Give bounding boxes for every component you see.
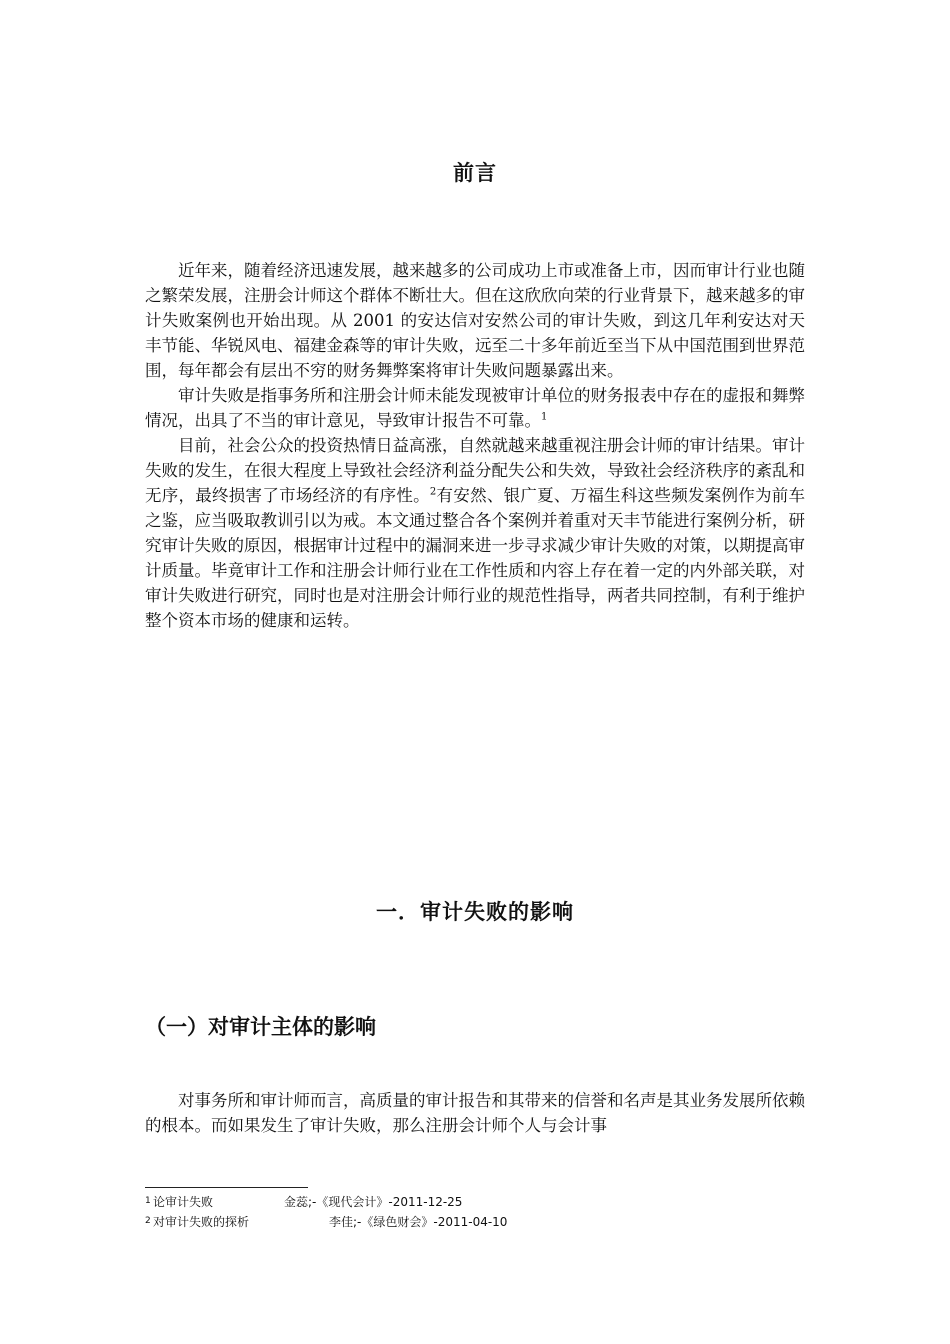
- footnote-ref-1[interactable]: 1: [541, 411, 548, 423]
- chapter-1-title: 一．审计失败的影响: [376, 899, 574, 924]
- footnote-2-number: 2: [145, 1216, 151, 1226]
- footnote-1-title: 论审计失败: [153, 1195, 214, 1209]
- footnote-2: [145, 1212, 745, 1232]
- footnote-2-title: 对审计失败的探析: [153, 1215, 250, 1229]
- preface-paragraph-3: [145, 433, 805, 633]
- preface-paragraph-1-text: 近年来，随着经济迅速发展，越来越多的公司成功上市或准备上市，因而审计行业也随之繁荣发展，注册会计师这个群体不断壮大。但在这欣欣向荣的行业背景下，越来越多的审计失败案例也开始出现。从 2001 的安达信对安然公司的审计失败，到这几年利安达对天丰节能、华锐风电、福建金森等的审计失败，远至二十多年前近至当下从中国范围到世界范围，每年都会有层出不穷的财务舞弊案将审计失败问题暴露出来。: [145, 261, 805, 380]
- preface-paragraph-1: [145, 258, 805, 383]
- preface-paragraph-3-text: 目前，社会公众的投资热情日益高涨，自然就越来越重视注册会计师的审计结果。审计失败的发生，在很大程度上导致社会经济利益分配失公和失效，导致社会经济秩序的紊乱和无序，最终损害了市场经济的有序性。: [145, 436, 805, 505]
- section-1-title: （一）对审计主体的影响: [145, 1014, 376, 1039]
- section-1-paragraph: 对事务所和审计师而言，高质量的审计报告和其带来的信誉和名声是其业务发展所依赖的根本。而如果发生了审计失败，那么注册会计师个人与会计事: [145, 1091, 805, 1135]
- preface-title: 前言: [453, 160, 497, 185]
- preface-body: [145, 258, 805, 633]
- footnote-separator: [145, 1187, 308, 1188]
- footnote-1: [145, 1192, 745, 1212]
- section-1-body: [145, 1088, 805, 1138]
- footnotes: [145, 1192, 745, 1232]
- footnote-1-number: 1: [145, 1196, 151, 1206]
- preface-paragraph-3-continued: 有安然、银广夏、万福生科这些频发案例作为前车之鉴，应当吸取教训引以为戒。本文通过整合各个案例并着重对天丰节能进行案例分析，研究审计失败的原因，根据审计过程中的漏洞来进一步寻求减少审计失败的对策，以期提高审计质量。毕竟审计工作和注册会计师行业在工作性质和内容上存在着一定的内外部关联，对审计失败进行研究，同时也是对注册会计师行业的规范性指导，两者共同控制，有利于维护整个资本市场的健康和运转。: [145, 486, 806, 630]
- footnote-ref-2[interactable]: 2: [429, 486, 437, 498]
- footnote-1-source: 金蕊;-《现代会计》-2011-12-25: [284, 1195, 463, 1209]
- footnote-2-source: 李佳;-《绿色财会》-2011-04-10: [329, 1215, 508, 1229]
- preface-paragraph-2-text: 审计失败是指事务所和注册会计师未能发现被审计单位的财务报表中存在的虚报和舞弊情况，出具了不当的审计意见，导致审计报告不可靠。: [145, 386, 805, 430]
- preface-paragraph-2: [145, 383, 805, 433]
